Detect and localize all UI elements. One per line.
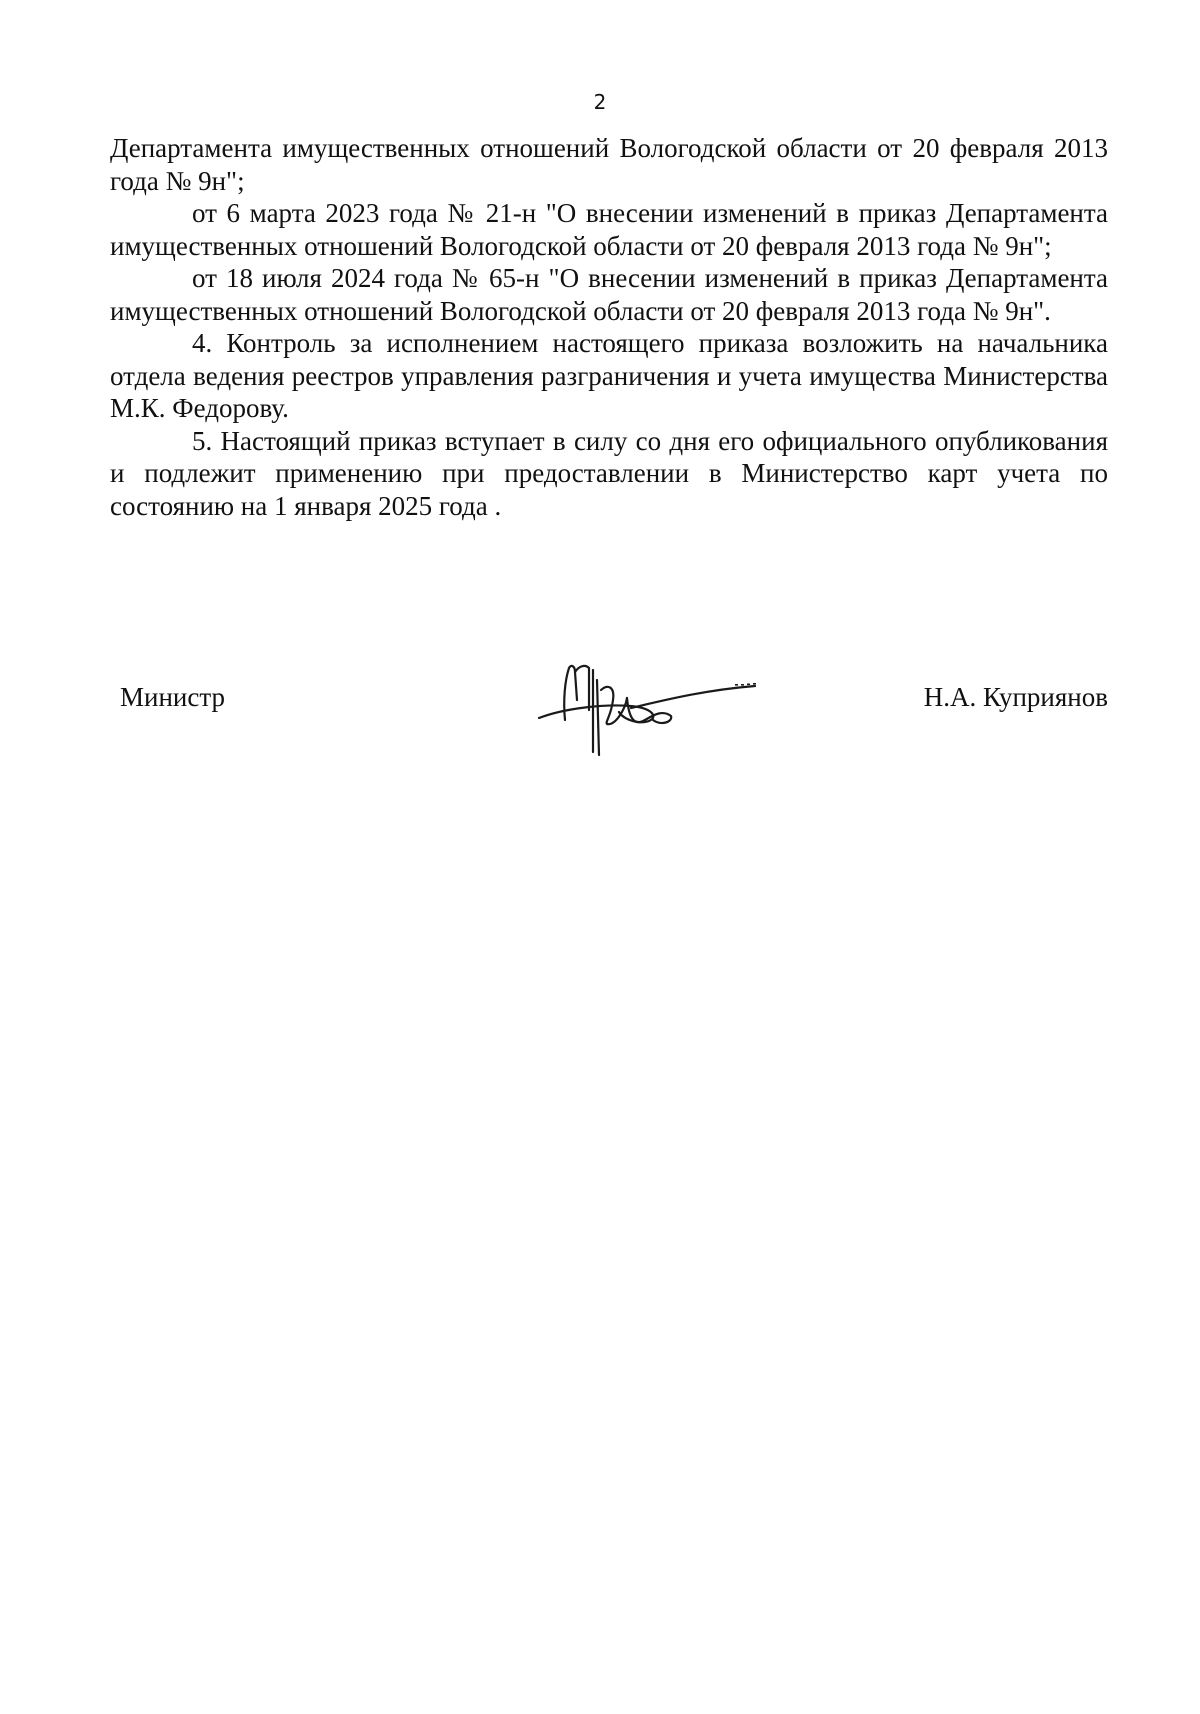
signature-icon (535, 660, 765, 760)
document-body (110, 132, 1108, 522)
page-number: 2 (593, 90, 607, 114)
paragraph-order-2023: от 6 марта 2023 года № 21-н "О внесении изменений в приказ Департамента имущественных отношений Вологодской области от 20 февраля 2013 года № 9н"; (110, 198, 1108, 261)
paragraph-item-4: 4. Контроль за исполнением настоящего приказа возложить на начальника отдела ведения реестров управления разграничения и учета имущества Министерства М.К. Федорову. (110, 328, 1108, 423)
paragraph-order-2024: от 18 июля 2024 года № 65-н "О внесении изменений в приказ Департамента имущественных отношений Вологодской области от 20 февраля 2013 года № 9н". (110, 263, 1108, 326)
signer-name: Н.А. Куприянов (923, 682, 1108, 712)
signature-block (110, 660, 1108, 760)
paragraph-item-5: 5. Настоящий приказ вступает в силу со дня его официального опубликования и подлежит применению при предоставлении в Министерство карт учета по состоянию на 1 января 2025 года . (110, 425, 1108, 521)
position-title: Министр (120, 682, 225, 712)
paragraph-continuation: Департамента имущественных отношений Вологодской области от 20 февраля 2013 года № 9н"; (110, 133, 1108, 196)
